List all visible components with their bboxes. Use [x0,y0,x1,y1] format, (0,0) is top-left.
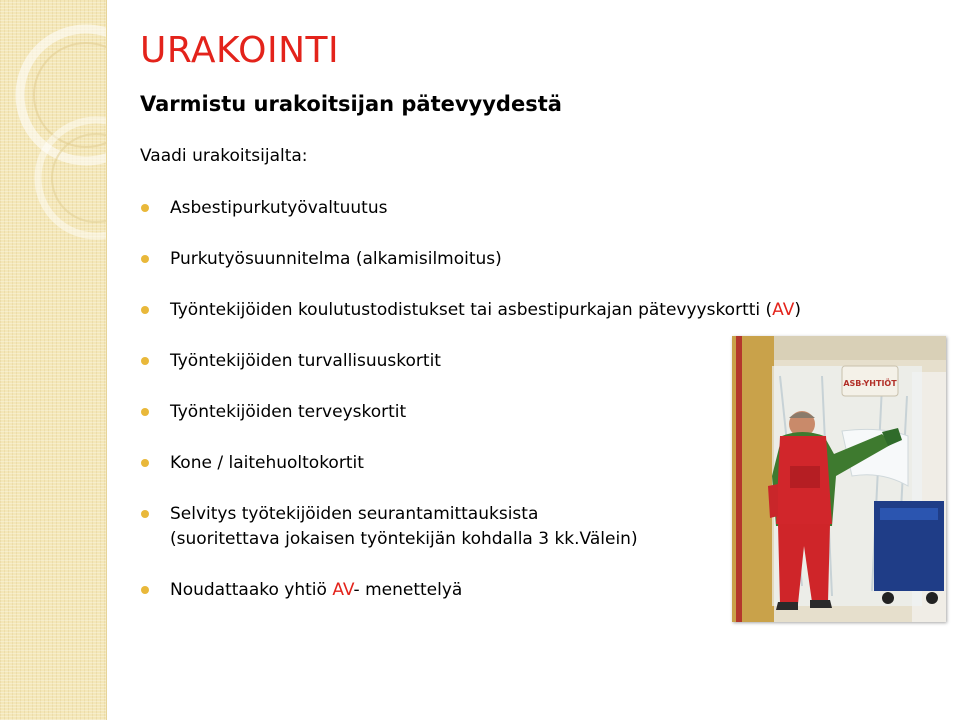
list-item-text: Purkutyösuunnitelma (alkamisilmoitus) [170,249,502,269]
bullet-icon [141,459,149,467]
list-item-text-end: ) [794,300,801,320]
list-item-text: Työntekijöiden terveyskortit [170,402,407,422]
decorative-rings [0,0,106,720]
list-item-text-end: - menettelyä [353,580,463,600]
bullet-icon [141,255,149,263]
list-item-text: Työntekijöiden koulutustodistukset tai asbestipurkajan pätevyyskortti ( [170,300,773,320]
bullet-icon [141,510,149,518]
photo-sign-text: ASB-YHTIÖT [843,379,897,388]
lead-text: Vaadi urakoitsijalta: [140,146,308,166]
list-item [140,196,900,221]
list-item-text: Asbestipurkutyövaltuutus [170,198,388,218]
list-item [140,298,900,323]
slide-title: URAKOINTI [140,30,340,71]
list-item-text: Noudattaako yhtiö [170,580,333,600]
list-item [140,247,900,272]
decorative-side-band [0,0,107,720]
highlight-av: AV [772,300,795,320]
list-item-text: Työntekijöiden turvallisuuskortit [170,351,441,371]
bullet-icon [141,306,149,314]
list-item-text: Kone / laitehuoltokortit [170,453,364,473]
bullet-icon [141,408,149,416]
bullet-icon [141,204,149,212]
bullet-icon [141,357,149,365]
bullet-icon [141,586,149,594]
worker-photo [732,336,946,622]
list-item-text-line2: (suoritettava jokaisen työntekijän kohdalla 3 kk.Välein) [170,529,638,549]
list-item-text: Selvitys työtekijöiden seurantamittauksista [170,504,539,524]
highlight-av: AV [332,580,354,600]
slide-subtitle: Varmistu urakoitsijan pätevyydestä [140,92,562,116]
worker-illustration [732,336,946,622]
